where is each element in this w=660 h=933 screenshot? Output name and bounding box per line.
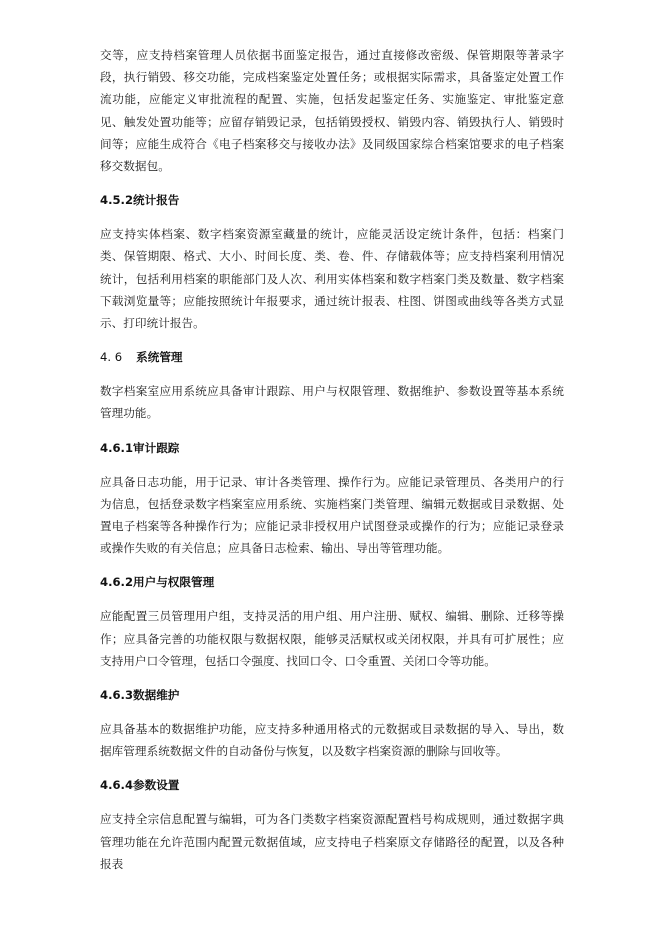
- paragraph-statistics: 应支持实体档案、数字档案资源室藏量的统计，应能灵活设定统计条件，包括：档案门类、保管期限、格式、大小、时间长度、类、卷、件、存储载体等；应支持档案利用情况统计，包括利用档案的职能部门及人次、利用实体档案和数字档案门类及数量、数字档案下载浏览量等；应能按照统计年报要求，通过统计报表、柱图、饼图或曲线等各类方式显示、打印统计报告。: [100, 227, 564, 331]
- section-heading-4-6-3: [100, 684, 564, 706]
- paragraph-system-management: 数字档案室应用系统应具备审计跟踪、用户与权限管理、数据维护、参数设置等基本系统管理功能。: [100, 384, 564, 421]
- paragraph-parameter-settings: 应支持全宗信息配置与编辑，可为各门类数字档案资源配置档号构成规则，通过数据字典管理功能在允许范围内配置元数据值域，应支持电子档案原文存储路径的配置，以及各种报表: [100, 812, 564, 871]
- section-title: 参数设置: [133, 778, 180, 793]
- section-title: 统计报告: [133, 193, 180, 208]
- section-number: 4. 6: [100, 350, 123, 365]
- section-number: 4.6.1: [100, 440, 134, 455]
- paragraph-audit-trail: 应具备日志功能，用于记录、审计各类管理、操作行为。应能记录管理员、各类用户的行为信息，包括登录数字档案室应用系统、实施档案门类管理、编辑元数据或目录数据、处置电子档案等各种操作行为；应能记录非授权用户试图登录或操作的行为；应能记录登录或操作失败的有关信息；应具备日志检索、输出、导出等管理功能。: [100, 474, 564, 556]
- section-number: 4.5.2: [100, 193, 134, 208]
- section-heading-4-5-2: [100, 189, 564, 211]
- section-heading-4-6: [100, 346, 564, 368]
- section-title: 系统管理: [136, 350, 183, 365]
- paragraph-appraisal-disposal: 交等，应支持档案管理人员依据书面鉴定报告，通过直接修改密级、保管期限等著录字段，执行销毁、移交功能，完成档案鉴定处置任务；或根据实际需求，具备鉴定处置工作流功能，应能定义审批流程的配置、实施，包括发起鉴定任务、实施鉴定、审批鉴定意见、触发处置功能等；应留存销毁记录，包括销毁授权、销毁内容、销毁执行人、销毁时间等；应能生成符合《电子档案移交与接收办法》及同级国家综合档案馆要求的电子档案移交数据包。: [100, 48, 564, 174]
- section-title: 审计跟踪: [133, 440, 180, 455]
- section-number: 4.6.2: [100, 575, 134, 590]
- section-number: 4.6.3: [100, 688, 134, 703]
- section-heading-4-6-4: [100, 774, 564, 796]
- section-number: 4.6.4: [100, 778, 134, 793]
- section-heading-4-6-2: [100, 571, 564, 593]
- section-heading-4-6-1: [100, 437, 564, 459]
- paragraph-user-permission: 应能配置三员管理用户组，支持灵活的用户组、用户注册、赋权、编辑、删除、迁移等操作；应具备完善的功能权限与数据权限，能够灵活赋权或关闭权限，并具有可扩展性；应支持用户口令管理，包括口令强度、找回口令、口令重置、关闭口令等功能。: [100, 609, 564, 668]
- section-title: 用户与权限管理: [133, 575, 215, 590]
- paragraph-data-maintenance: 应具备基本的数据维护功能，应支持多种通用格式的元数据或目录数据的导入、导出，数据库管理系统数据文件的自动备份与恢复，以及数字档案资源的删除与回收等。: [100, 722, 564, 759]
- section-title: 数据维护: [133, 688, 180, 703]
- document-body: [100, 44, 564, 875]
